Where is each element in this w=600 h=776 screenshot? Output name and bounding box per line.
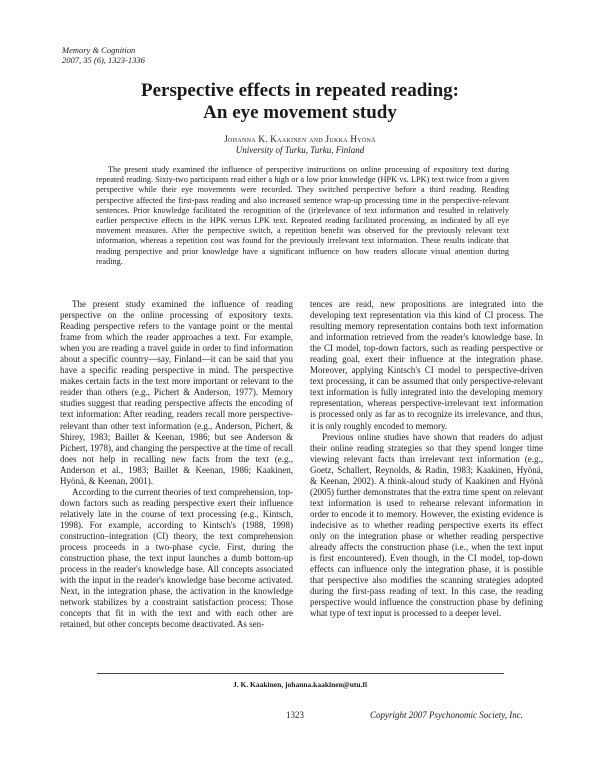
body-column-left	[60, 299, 293, 630]
footnote-divider	[97, 673, 504, 674]
authors: Johanna K. Kaakinen and Jukka Hyönä	[224, 134, 376, 144]
journal-citation	[62, 45, 145, 65]
journal-volume: 2007, 35 (6), 1323-1336	[62, 55, 145, 65]
author-email: J. K. Kaakinen, johanna.kaakinen@utu.fi	[232, 680, 368, 689]
body-paragraph: According to the current theories of text comprehension, top-down factors such as reading perspective exert their influence relatively late in the course of text processing (e.g., Kintsch, 1998). For example, according to Kintsch's (1988, 1998) construction–integration (CI) theory, the text comprehension process proceeds in a two-phase cycle. First, during the construction phase, the text input launches a dumb bottom-up process in the reader's knowledge base. All concepts associated with the input in the reader's knowledge base become activated. Next, in the integration phase, the activation in the knowledge network stabilizes by a constraint satisfaction process: Those concepts that fit in with the text and with each other are retained, but other concepts become deactivated. As sen-	[60, 486, 293, 630]
abstract: The present study examined the influence of perspective instructions on online processing of expository text during repeated reading. Sixty-two participants read either a high or a low prior knowledge (HPK vs. LPK) text twice from a given perspective while their eye movements were recorded. They switched perspective before a third reading. Reading perspective affected the first-pass reading and also increased sentence wrap-up processing time in the perspective-relevant sentences. Prior knowledge facilitated the recognition of the (ir)relevance of text information and resulted in relatively earlier perspective effects in the HPK versus LPK text. Repeated reading facilitated processing, as indicated by all eye movement measures. After the perspective switch, a repetition benefit was observed for the previously relevant text information, whereas a repetition cost was found for the previously irrelevant text information. These results indicate that reading perspective and prior knowledge have a significant influence on how readers allocate visual attention during reading.	[96, 165, 509, 266]
body-paragraph: Previous online studies have shown that readers do adjust their online reading strategies so that they spend longer time viewing relevant facts than irrelevant text information (e.g., Goetz, Schallert, Reynolds, & Radin, 1983; Kaakinen, Hyönä, & Keenan, 2002). A think-aloud study of Kaakinen and Hyönä (2005) further demonstrates that the extra time spent on relevant text information is used to rehearse relevant information in order to encode it to memory. However, the existing evidence is indecisive as to whether reading perspective exerts its effect only on the integration phase or whether reading perspective already affects the construction phase (i.e., when the text input is first encountered). Even though, in the CI model, top-down effects can influence only the integration phase, it is possible that perspective also modifies the scanning strategies adopted during the first-pass reading of text. In this case, the reading perspective would influence the construction phase by defining what type of text input is processed to a deeper level.	[310, 431, 543, 619]
title-line-2: An eye movement study	[203, 102, 397, 123]
body-column-right	[310, 299, 543, 619]
affiliation: University of Turku, Turku, Finland	[235, 145, 365, 155]
page-number: 1323	[286, 710, 304, 720]
body-paragraph: The present study examined the influence of reading perspective on the online processing of expository texts. Reading perspective refers to the vantage point or the mental frame from which the reader approaches a text. For example, when you are reading a travel guide in order to find information about a specific country—say, Finland—it can be said that you have a specific reading perspective in mind. The perspective makes certain facts in the text more important or relevant to the reader than others (e.g., Pichert & Anderson, 1977). Memory studies suggest that reading perspective affects the encoding of text information: After reading, readers recall more perspective-relevant than other text information (e.g., Anderson, Pichert, & Shirey, 1983; Baillet & Keenan, 1986; but see Anderson & Pichert, 1978), and changing the perspective at the time of recall does not help in recalling new facts from the text (e.g., Anderson et al., 1983; Baillet & Keenan, 1986; Kaakinen, Hyönä, & Keenan, 2001).	[60, 299, 293, 486]
article-title	[0, 80, 600, 124]
body-paragraph: tences are read, new propositions are integrated into the developing text representation via this kind of CI process. The resulting memory representation contains both text information and information retrieved from the reader's knowledge base. In the CI model, top-down factors, such as reading perspective or reading goal, exert their influence at the integration phase. Moreover, applying Kintsch's CI model to perspective-driven text processing, it can be assumed that only perspective-relevant text information is fully integrated into the developing memory representation, whereas perspective-irrelevant text information is processed only as far as to recognize its irrelevance, and thus, it is only roughly encoded to memory.	[310, 299, 543, 431]
journal-name: Memory & Cognition	[62, 45, 136, 55]
copyright: Copyright 2007 Psychonomic Society, Inc.	[370, 710, 523, 720]
title-line-1: Perspective effects in repeated reading:	[141, 80, 459, 101]
